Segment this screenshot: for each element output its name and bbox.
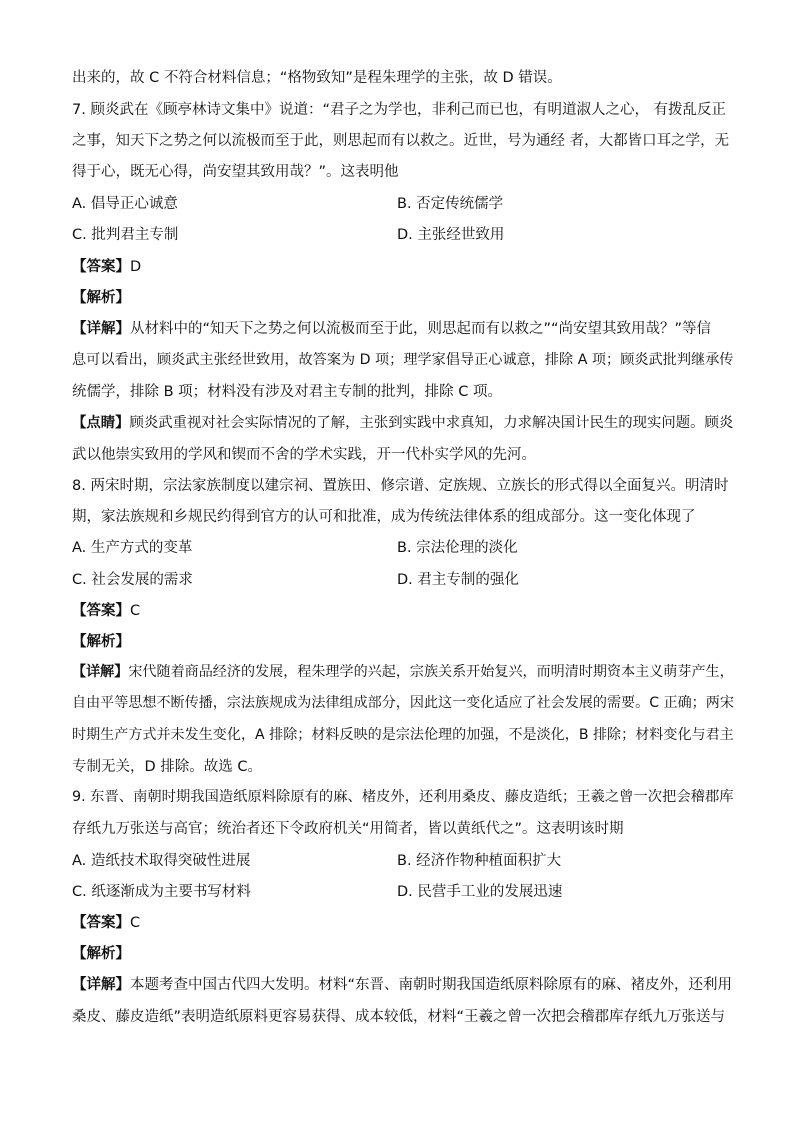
q7-option-c: C. 批判君主专制	[72, 227, 179, 243]
q7-stem-line-2: 之事，知天下之势之何以流极而至于此，则思起而有以救之。近世，号为通经 者，大都皆口耳之学，无	[72, 133, 730, 149]
q7-answer	[72, 255, 141, 276]
q7-detail-line-1	[72, 317, 711, 338]
q8-detail-line-2: 自由平等思想不断传播，宗法族规成为法律组成部分，因此这一变化适应了社会发展的需要。C 正确；两宋	[72, 695, 734, 711]
answer-tag: 【答案】	[72, 603, 130, 619]
q9-option-a: A. 造纸技术取得突破性进展	[72, 853, 251, 869]
q7-option-a: A. 倡导正心诚意	[72, 196, 178, 212]
q8-stem-line-2: 期，家法族规和乡规民约得到官方的认可和批准，成为传统法律体系的组成部分。这一变化体现了	[72, 509, 696, 525]
q7-stem-line-1: 7. 顾炎武在《顾亭林诗文集中》说道：“君子之为学也，非利己而已也，有明道淑人之心， 有拨乱反正	[72, 102, 727, 118]
answer-value: C	[130, 603, 141, 619]
q8-detail-line-1	[72, 661, 734, 681]
detail-text: 宋代随着商品经济的发展，程朱理学的兴起，宗族关系开始复兴，而明清时期资本主义萌芽产生，	[128, 664, 734, 680]
q8-option-d: D. 君主专制的强化	[397, 572, 519, 588]
q7-analysis-tag: 【解析】	[72, 290, 130, 306]
q8-detail-line-3: 时期生产方式并未发生变化，A 排除；材料反映的是宗法伦理的加强，不是淡化，B 排除；材料变化与君主	[72, 727, 734, 743]
q8-stem-line-1: 8. 两宋时期，宗法家族制度以建宗祠、置族田、修宗谱、定族规、立族长的形式得以全面复兴。明清时	[72, 478, 729, 494]
answer-value: D	[130, 259, 142, 275]
q9-stem-line-1: 9. 东晋、南朝时期我国造纸原料除原有的麻、楮皮外，还利用桑皮、藤皮造纸；王羲之曾一次把会稽郡库	[72, 789, 734, 805]
answer-tag: 【答案】	[72, 259, 130, 275]
answer-value: C	[130, 915, 141, 931]
q9-detail-line-1	[72, 973, 732, 994]
tip-tag: 【点睛】	[72, 415, 130, 431]
detail-tag: 【详解】	[72, 977, 130, 993]
q7-detail-line-3: 统儒学，排除 B 项；材料没有涉及对君主专制的批判，排除 C 项。	[72, 384, 503, 400]
q8-answer	[72, 599, 140, 620]
q9-stem-line-2: 存纸九万张送与高官；统治者还下令政府机关“用简者，皆以黄纸代之”。这表明该时期	[72, 821, 624, 837]
q6-tail-line: 出来的，故 C 不符合材料信息；“格物致知”是程朱理学的主张，故 D 错误。	[72, 70, 562, 86]
q8-option-a: A. 生产方式的变革	[72, 540, 193, 556]
detail-text: 本题考查中国古代四大发明。材料“东晋、南朝时期我国造纸原料除原有的麻、褚皮外，还利用	[130, 977, 733, 993]
detail-text: 从材料中的“知天下之势之何以流极而至于此，则思起而有以救之”“尚安望其致用哉？”等信	[130, 321, 712, 337]
q8-option-b: B. 宗法伦理的淡化	[397, 540, 518, 556]
detail-tag: 【详解】	[72, 321, 130, 337]
q8-option-c: C. 社会发展的需求	[72, 572, 193, 588]
q7-tip-line-2: 武以他崇实致用的学风和锲而不舍的学术实践，开一代朴实学风的先河。	[72, 447, 536, 463]
q7-detail-line-2: 息可以看出，顾炎武主张经世致用，故答案为 D 项；理学家倡导正心诚意，排除 A 项；顾炎武批判继承传	[72, 352, 734, 368]
q8-detail-line-4: 专制无关，D 排除。故选 C。	[72, 759, 263, 775]
q7-option-b: B. 否定传统儒学	[397, 196, 504, 212]
q9-option-c: C. 纸逐渐成为主要书写材料	[72, 884, 251, 900]
q8-analysis-tag: 【解析】	[72, 634, 130, 650]
tip-text: 顾炎武重视对社会实际情况的了解，主张到实践中求真知，力求解决国计民生的现实问题。顾炎	[129, 415, 734, 431]
q7-tip-line-1	[72, 411, 733, 432]
q7-stem-line-3: 得于心，既无心得，尚安望其致用哉？”。这表明他	[72, 164, 399, 180]
q9-analysis-tag: 【解析】	[72, 946, 130, 962]
q9-detail-line-2: 桑皮、藤皮造纸”表明造纸原料更容易获得、成本较低，材料“王羲之曾一次把会稽郡库存纸九万张送与	[72, 1009, 726, 1025]
answer-tag: 【答案】	[72, 915, 130, 931]
q7-option-d: D. 主张经世致用	[397, 227, 505, 243]
q9-option-d: D. 民营手工业的发展迅速	[397, 884, 563, 900]
detail-tag: 【详解】	[72, 664, 129, 680]
q9-answer	[72, 911, 140, 932]
q9-option-b: B. 经济作物种植面积扩大	[397, 853, 562, 869]
